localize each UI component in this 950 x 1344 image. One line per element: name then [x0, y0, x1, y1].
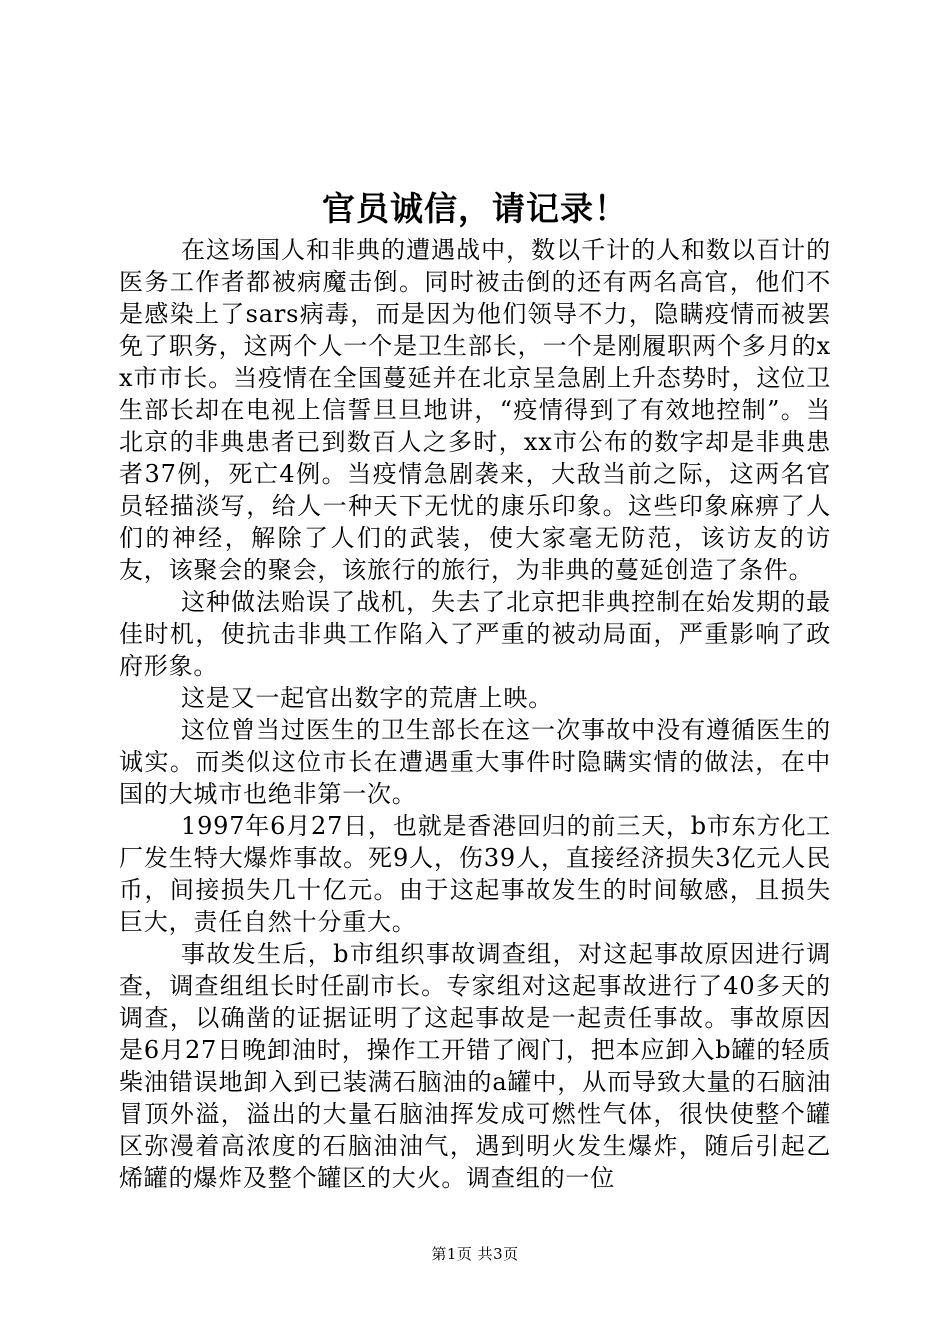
page-number-footer: 第1页 共3页 [431, 1245, 519, 1263]
paragraph-2: 这种做法贻误了战机，失去了北京把非典控制在始发期的最佳时机，使抗击非典工作陷入了严重的被动局面，严重影响了政府形象。 [119, 588, 831, 680]
paragraph-4: 这位曾当过医生的卫生部长在这一次事故中没有遵循医生的诚实。而类似这位市长在遭遇重大事件时隐瞒实情的做法，在中国的大城市也绝非第一次。 [119, 716, 831, 808]
document-title: 官员诚信，请记录！ [322, 189, 628, 228]
paragraph-3: 这是又一起官出数字的荒唐上映。 [181, 684, 553, 712]
paragraph-6: 事故发生后，b市组织事故调查组，对这起事故原因进行调查，调查组组长时任副市长。专家组对这起事故进行了40多天的调查，以确凿的证据证明了这起事故是一起责任事故。事故原因是6月27日晚卸油时，操作工开错了阀门，把本应卸入b罐的轻质柴油错误地卸入到已装满石脑油的a罐中，从而导致大量的石脑油冒顶外溢，溢出的大量石脑油挥发成可燃性气体，很快使整个罐区弥漫着高浓度的石脑油油气，遇到明火发生爆炸，随后引起乙烯罐的爆炸及整个罐区的大火。调查组的一位 [119, 940, 831, 1192]
document-body [119, 234, 831, 1194]
paragraph-1: 在这场国人和非典的遭遇战中，数以千计的人和数以百计的医务工作者都被病魔击倒。同时被击倒的还有两名高官，他们不是感染上了sars病毒，而是因为他们领导不力，隐瞒疫情而被罢免了职务，这两个人一个是卫生部长，一个是刚履职两个多月的xx市市长。当疫情在全国蔓延并在北京呈急剧上升态势时，这位卫生部长却在电视上信誓旦旦地讲，“疫情得到了有效地控制”。当北京的非典患者已到数百人之多时，xx市公布的数字却是非典患者37例，死亡4例。当疫情急剧袭来，大敌当前之际，这两名官员轻描淡写，给人一种天下无忧的康乐印象。这些印象麻痹了人们的神经，解除了人们的武装，使大家毫无防范，该访友的访友，该聚会的聚会，该旅行的旅行，为非典的蔓延创造了条件。 [119, 236, 831, 584]
paragraph-5: 1997年6月27日，也就是香港回归的前三天，b市东方化工厂发生特大爆炸事故。死9人，伤39人，直接经济损失3亿元人民币，间接损失几十亿元。由于这起事故发生的时间敏感，且损失巨大，责任自然十分重大。 [119, 812, 831, 936]
